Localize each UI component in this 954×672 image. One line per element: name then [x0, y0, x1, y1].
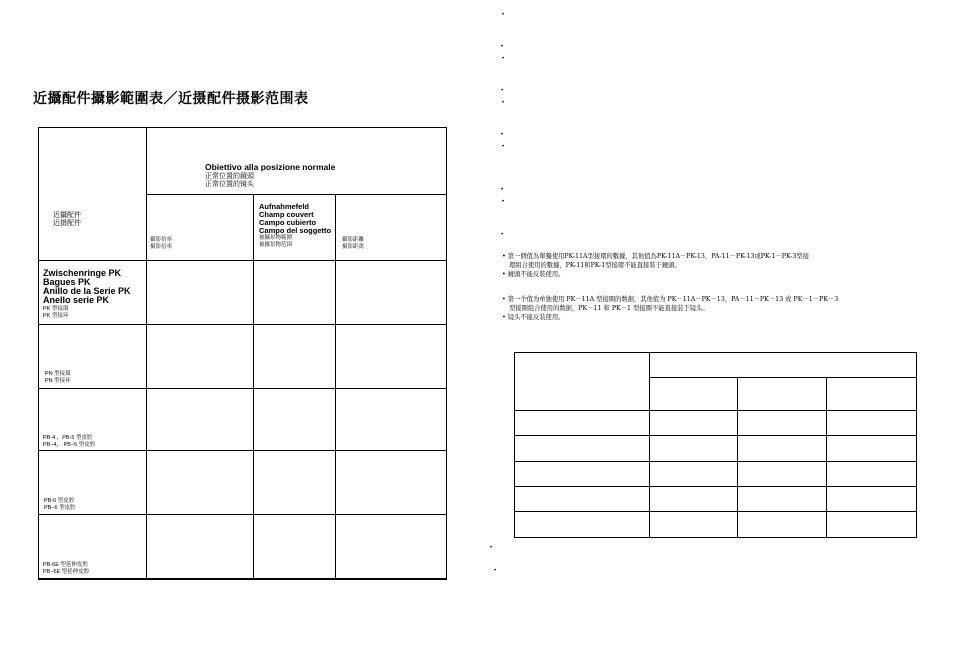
- bullet-mark: •: [501, 88, 504, 94]
- rt-col-3: [826, 377, 827, 537]
- rt-row-2: [515, 435, 916, 436]
- bullet-mark: •: [502, 199, 505, 205]
- accessory-header: 近攝配件 近摄配件: [53, 212, 81, 227]
- empty-grid-table: [514, 352, 917, 538]
- row-divider-1: [39, 324, 447, 325]
- col-divider-1: [146, 128, 147, 579]
- bullet-mark: •: [501, 44, 504, 50]
- rt-col-1: [649, 353, 650, 537]
- row-pb4-pb5: PB-4 ，PB-5 型皮腔 PB−4， PB−5 型皮腔: [43, 435, 96, 448]
- bullet-mark: •: [501, 232, 504, 238]
- rt-row-5: [515, 511, 916, 512]
- bullet-mark: •: [502, 56, 505, 62]
- note-simp: • 第一个值为单独使用 PK－11A 型接圈的数据，其他值为 PK－11A－PK－13，PA－11－PK－13 或 PK－1－PK－3 型接圈组合使用的数据，PK－11 和 PK－1 型接圈不能直接装于镜头。 • 镜头不能反装使用。: [502, 296, 839, 321]
- row-divider-0: [39, 260, 447, 261]
- bullet-mark: •: [501, 132, 504, 138]
- col-divider-3: [335, 194, 336, 579]
- row-divider-4: [39, 514, 447, 515]
- bullet-mark: •: [502, 12, 505, 18]
- distance-header: 攝影距離 摄影距离: [342, 237, 365, 250]
- note-trad: • 第一個值為單獨使用PK-11A型接環的數據，其他值為PK-11A－PK-13，PA-11－PK-13或PK-1－PK-3型接 環組合使用的數據，PK-11和PK-1型接環不能直接裝于鏡頭。 • 鏡頭不能反裝使用。: [502, 253, 809, 278]
- bullet-mark: •: [494, 568, 497, 574]
- rt-row-4: [515, 486, 916, 487]
- row-pn-rings: PN 型接環 PN 型接环: [45, 371, 71, 384]
- magnification-header: 攝影倍率 摄影倍率: [150, 237, 173, 250]
- row-pk-rings: Zwischenringe PK Bagues PK Anillo de la Serie PK Anello serie PK PK 型接環 PK 型接环: [43, 268, 131, 319]
- row-divider-2: [39, 388, 447, 389]
- header-divider: [146, 194, 447, 195]
- row-pb6e: PB-6E 型延伸皮腔 PB−6E 型延伸皮腔: [43, 562, 90, 575]
- rt-col-2: [737, 377, 738, 537]
- field-header: Aufnahmefeld Champ couvert Campo cubierto Campo del soggetto 被攝景物範圍 被摄景物范围: [259, 202, 332, 248]
- rt-row-3: [515, 461, 916, 462]
- lens-header: Obiettivo alla posizione normale 正常位置的鏡頭 正常位置的镜头: [205, 162, 336, 188]
- rt-header-line: [649, 377, 916, 378]
- page-title: 近攝配件攝影範圍表／近摄配件摄影范围表: [33, 90, 309, 106]
- bullet-mark: •: [502, 100, 505, 106]
- bullet-mark: •: [490, 545, 493, 551]
- row-pb6: PB-6 型皮腔 PB−6 型皮腔: [44, 498, 76, 511]
- rt-row-1: [515, 410, 916, 411]
- row-divider-3: [39, 450, 447, 451]
- col-divider-2: [253, 194, 254, 579]
- bullet-mark: •: [502, 144, 505, 150]
- bullet-mark: •: [501, 187, 504, 193]
- accessory-range-table: [38, 127, 447, 580]
